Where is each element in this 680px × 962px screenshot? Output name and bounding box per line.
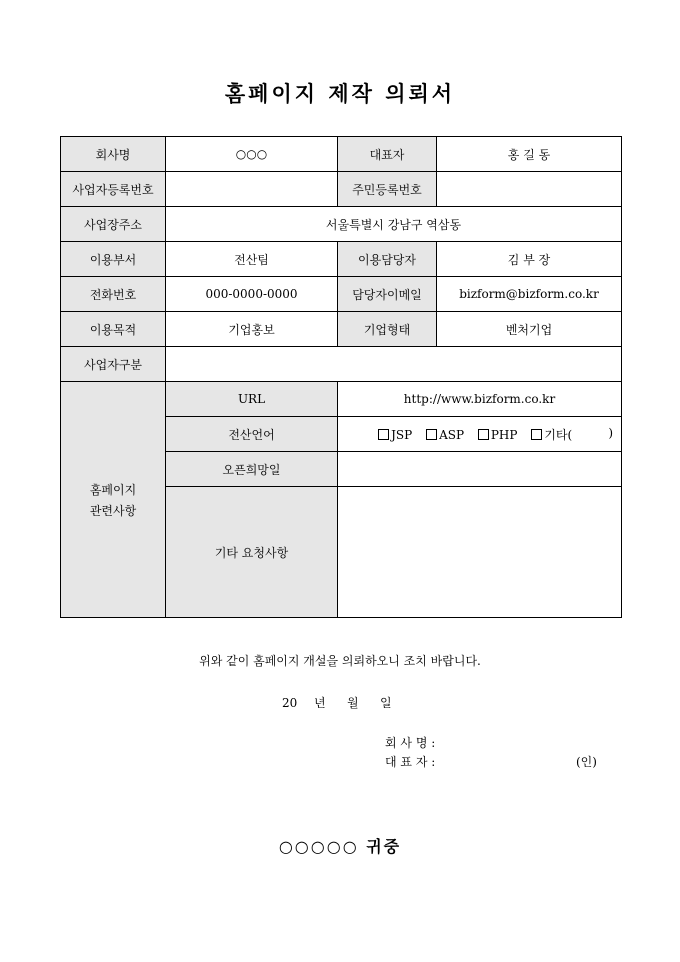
language-label: 전산언어 <box>166 417 338 452</box>
open-date-value <box>338 452 622 487</box>
table-row <box>61 382 622 417</box>
other-requests-label: 기타 요청사항 <box>166 487 338 618</box>
table-row <box>61 242 622 277</box>
checkbox-icon[interactable] <box>378 429 389 440</box>
table-row <box>61 277 622 312</box>
phone-value: 000-0000-0000 <box>166 277 338 312</box>
manager-label: 이용담당자 <box>338 242 437 277</box>
table-row <box>61 347 622 382</box>
checkbox-icon[interactable] <box>531 429 542 440</box>
department-value: 전산팀 <box>166 242 338 277</box>
url-label: URL <box>166 382 338 417</box>
biz-reg-number-label: 사업자등록번호 <box>61 172 166 207</box>
seal-mark: (인) <box>576 755 597 769</box>
request-form-table <box>60 136 622 618</box>
email-label: 담당자이메일 <box>338 277 437 312</box>
table-row <box>61 172 622 207</box>
date-year-prefix: 20 <box>282 696 298 710</box>
biz-reg-number-value <box>166 172 338 207</box>
biz-classification-label: 사업자구분 <box>61 347 166 382</box>
language-option-label: PHP <box>490 427 518 442</box>
language-option-asp[interactable] <box>426 428 464 442</box>
manager-value: 김 부 장 <box>437 242 622 277</box>
language-option-etc[interactable] <box>531 426 572 443</box>
language-etc-close: ) <box>608 425 613 440</box>
date-day-unit: 일 <box>380 696 392 710</box>
language-option-jsp[interactable] <box>378 428 412 442</box>
language-option-label: ASP <box>439 427 465 442</box>
document-title: 홈페이지 제작 의뢰서 <box>224 81 456 106</box>
open-date-label: 오픈희망일 <box>166 452 338 487</box>
language-option-php[interactable] <box>478 428 518 442</box>
signature-ceo-line: 대 표 자 : <box>385 755 436 769</box>
language-options <box>338 417 622 452</box>
language-option-label: 기타( <box>544 427 573 442</box>
language-option-label: JSP <box>391 427 413 442</box>
request-statement: 위와 같이 홈페이지 개설을 의뢰하오니 조치 바랍니다. <box>199 654 481 668</box>
business-address-value: 서울특별시 강남구 역삼동 <box>166 207 622 242</box>
table-row <box>61 137 622 172</box>
company-name-value: ○○○ <box>166 137 338 172</box>
ceo-value: 홍 길 동 <box>437 137 622 172</box>
purpose-label: 이용목적 <box>61 312 166 347</box>
table-row <box>61 312 622 347</box>
business-address-label: 사업장주소 <box>61 207 166 242</box>
checkbox-icon[interactable] <box>426 429 437 440</box>
resident-reg-number-value <box>437 172 622 207</box>
homepage-section-label <box>61 382 166 618</box>
date-year-unit: 년 <box>314 696 326 710</box>
ceo-label: 대표자 <box>338 137 437 172</box>
addressee: ○○○○○ 귀중 <box>278 837 402 856</box>
department-label: 이용부서 <box>61 242 166 277</box>
signature-company-line: 회 사 명 : <box>385 736 436 750</box>
company-name-label: 회사명 <box>61 137 166 172</box>
url-value: http://www.bizform.co.kr <box>338 382 622 417</box>
other-requests-value <box>338 487 622 618</box>
email-value: bizform@bizform.co.kr <box>437 277 622 312</box>
date-line <box>282 694 392 711</box>
homepage-section-label-line2: 관련사항 <box>89 503 137 518</box>
resident-reg-number-label: 주민등록번호 <box>338 172 437 207</box>
phone-label: 전화번호 <box>61 277 166 312</box>
table-row <box>61 207 622 242</box>
biz-classification-value <box>166 347 622 382</box>
purpose-value: 기업홍보 <box>166 312 338 347</box>
checkbox-icon[interactable] <box>478 429 489 440</box>
date-month-unit: 월 <box>347 696 359 710</box>
corp-type-label: 기업형태 <box>338 312 437 347</box>
corp-type-value: 벤처기업 <box>437 312 622 347</box>
homepage-section-label-line1: 홈페이지 <box>89 482 137 497</box>
